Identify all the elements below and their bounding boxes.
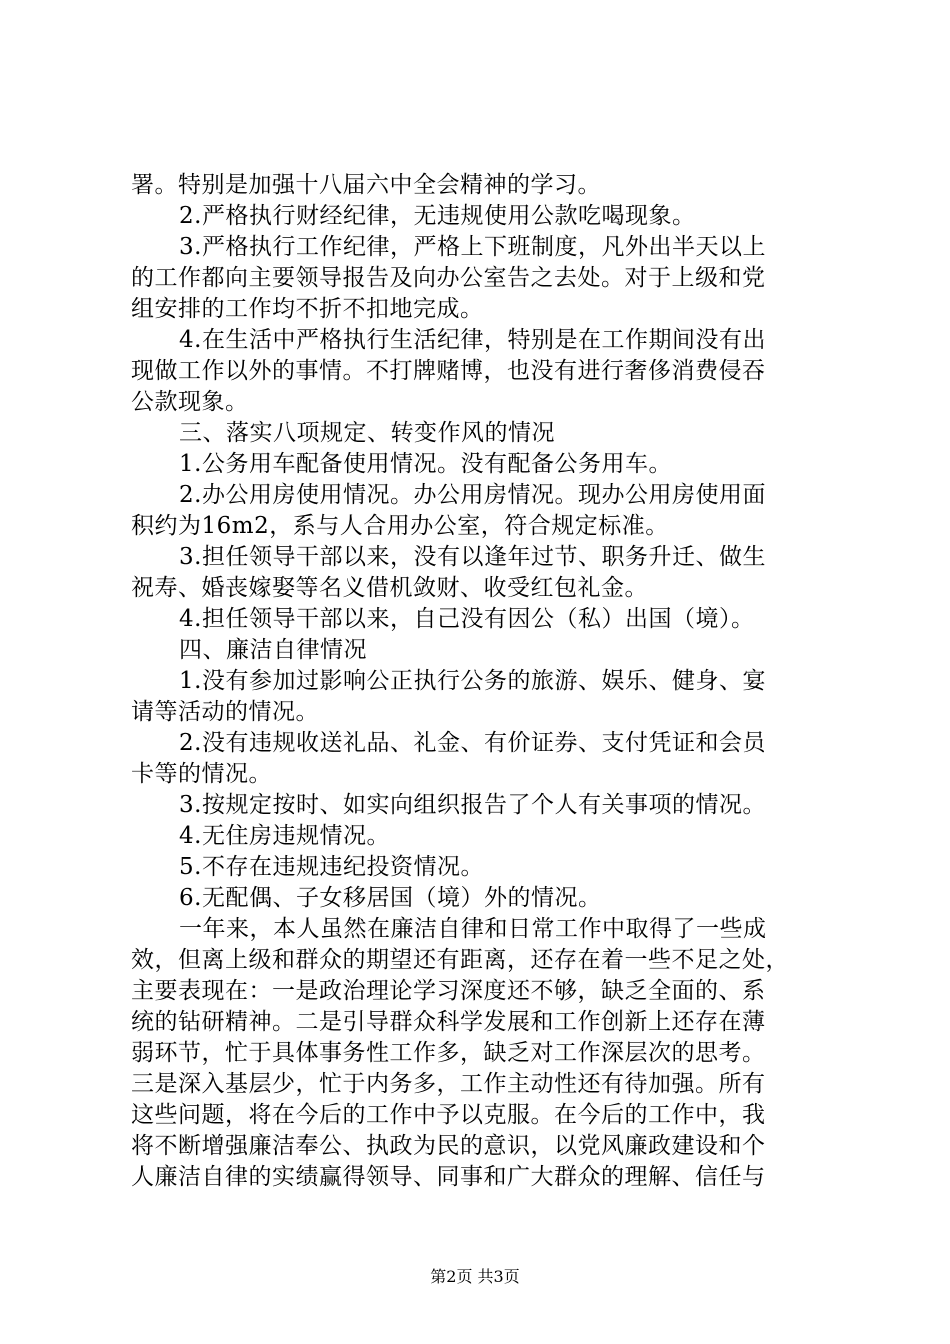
text-line: 积约为16m2，系与人合用办公室，符合规定标准。 — [131, 513, 669, 539]
text-line: 卡等的情况。 — [131, 761, 272, 787]
text-line: 5.不存在违规违纪投资情况。 — [179, 854, 484, 880]
text-line: 3.担任领导干部以来，没有以逢年过节、职务升迁、做生 — [179, 544, 766, 570]
text-line: 6.无配偶、子女移居国（境）外的情况。 — [179, 885, 602, 911]
text-line: 一年来，本人虽然在廉洁自律和日常工作中取得了一些成 — [179, 916, 767, 942]
text-line: 4.担任领导干部以来，自己没有因公（私）出国（境）。 — [179, 606, 755, 632]
text-line: 主要表现在：一是政治理论学习深度还不够，缺乏全面的、系 — [131, 978, 766, 1004]
text-line: 署。特别是加强十八届六中全会精神的学习。 — [131, 172, 601, 198]
text-line: 三、落实八项规定、转变作风的情况 — [179, 420, 555, 446]
text-line: 这些问题，将在今后的工作中予以克服。在今后的工作中，我 — [131, 1102, 766, 1128]
text-line: 四、廉洁自律情况 — [179, 637, 367, 663]
text-line: 2.严格执行财经纪律，无违规使用公款吃喝现象。 — [179, 203, 696, 229]
text-line: 2.没有违规收送礼品、礼金、有价证券、支付凭证和会员 — [179, 730, 766, 756]
text-line: 公款现象。 — [131, 389, 249, 415]
text-line: 1.公务用车配备使用情况。没有配备公务用车。 — [179, 451, 672, 477]
text-line: 人廉洁自律的实绩赢得领导、同事和广大群众的理解、信任与 — [131, 1164, 766, 1190]
text-line: 将不断增强廉洁奉公、执政为民的意识，以党风廉政建设和个 — [131, 1133, 766, 1159]
text-line: 效，但离上级和群众的期望还有距离，还存在着一些不足之处， — [131, 947, 789, 973]
text-line: 2.办公用房使用情况。办公用房情况。现办公用房使用面 — [179, 482, 766, 508]
page-footer: 第2页 共3页 — [430, 1267, 520, 1286]
document-body — [131, 170, 831, 1193]
text-line: 统的钻研精神。二是引导群众科学发展和工作创新上还存在薄 — [131, 1009, 766, 1035]
text-line: 现做工作以外的事情。不打牌赌博，也没有进行奢侈消费侵吞 — [131, 358, 766, 384]
text-line: 1.没有参加过影响公正执行公务的旅游、娱乐、健身、宴 — [179, 668, 766, 694]
text-line: 的工作都向主要领导报告及向办公室告之去处。对于上级和党 — [131, 265, 766, 291]
text-line: 3.严格执行工作纪律，严格上下班制度，凡外出半天以上 — [179, 234, 766, 260]
text-line: 弱环节，忙于具体事务性工作多，缺乏对工作深层次的思考。 — [131, 1040, 766, 1066]
text-line: 祝寿、婚丧嫁娶等名义借机敛财、收受红包礼金。 — [131, 575, 648, 601]
text-line: 请等活动的情况。 — [131, 699, 319, 725]
text-line: 3.按规定按时、如实向组织报告了个人有关事项的情况。 — [179, 792, 766, 818]
text-line: 4.无住房违规情况。 — [179, 823, 390, 849]
text-line: 三是深入基层少，忙于内务多，工作主动性还有待加强。所有 — [131, 1071, 766, 1097]
text-line: 组安排的工作均不折不扣地完成。 — [131, 296, 484, 322]
text-line: 4.在生活中严格执行生活纪律，特别是在工作期间没有出 — [179, 327, 766, 353]
